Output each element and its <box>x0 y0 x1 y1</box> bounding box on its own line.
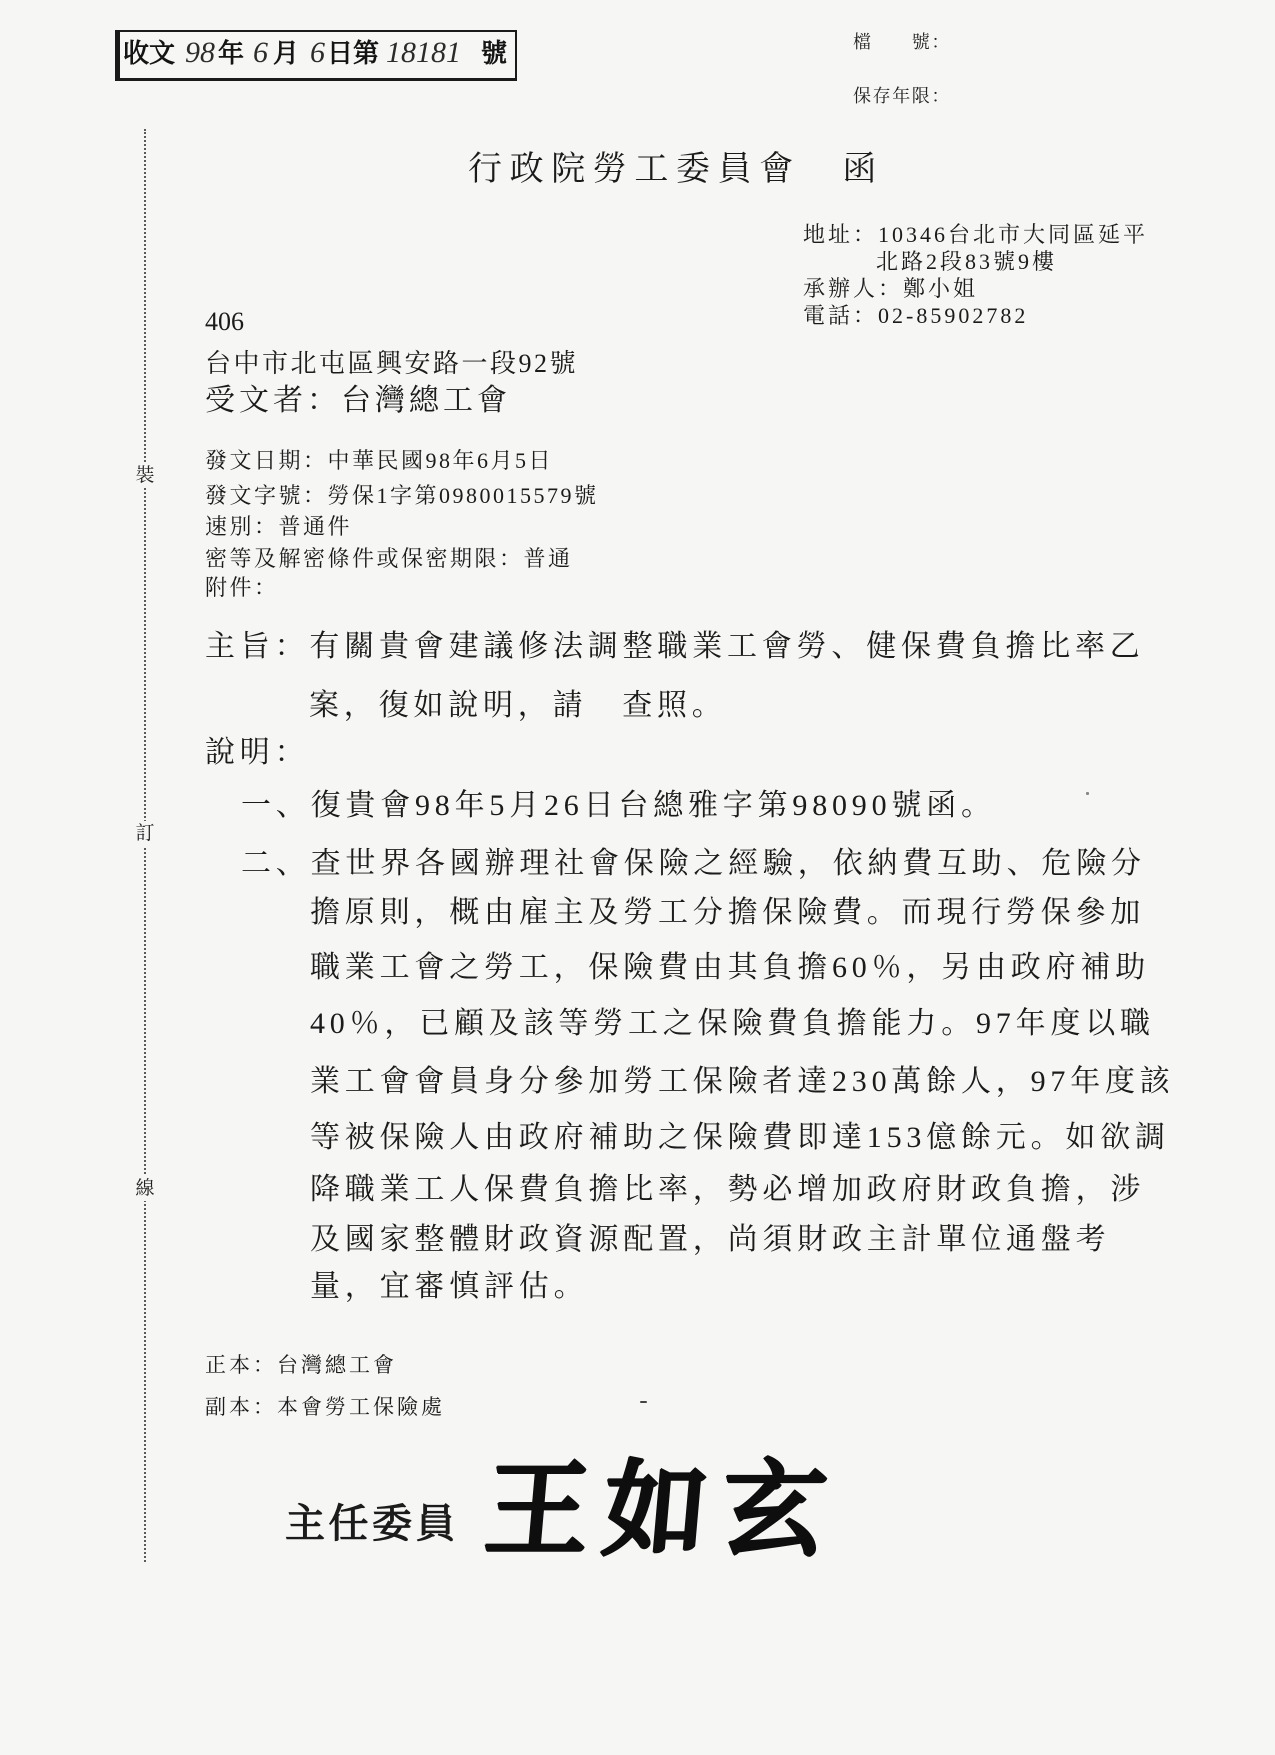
attachments-label: 附件： <box>205 575 279 600</box>
urgency-value: 普通件 <box>278 514 353 539</box>
item-marker: 一、 <box>241 789 311 822</box>
document-number <box>205 485 599 507</box>
stamp-serial-unit: 號 <box>481 39 508 69</box>
attachments <box>205 577 279 599</box>
copy-value: 本會勞工保險處 <box>277 1395 445 1419</box>
document-title: 行政院勞工委員會 函 <box>468 151 884 188</box>
item-continuation-line: 等被保險人由政府補助之保險費即達153億餘元。如欲調 <box>310 1121 1170 1154</box>
original-value: 台灣總工會 <box>277 1353 397 1377</box>
item-marker: 二、 <box>241 847 311 880</box>
issue-date-label: 發文日期： <box>205 448 328 473</box>
subject-label: 主旨： <box>205 630 310 663</box>
urgency <box>205 516 352 538</box>
recipient-line <box>205 386 511 416</box>
item-text: 復貴會98年5月26日台總雅字第98090號函。 <box>310 789 996 822</box>
distribution-copy <box>205 1397 445 1418</box>
sender-handler: 承辦人：鄭小姐 <box>803 276 979 301</box>
item-text: 查世界各國辦理社會保險之經驗，依納費互助、危險分 <box>310 847 1146 880</box>
item-continuation-line: 降職業工人保費負擔比率，勢必增加政府財政負擔，涉 <box>310 1173 1146 1206</box>
confidentiality-label: 密等及解密條件或保密期限： <box>205 546 524 571</box>
recipient-address: 台中市北屯區興安路一段92號 <box>205 349 579 378</box>
explanation-label: 說明： <box>205 736 310 769</box>
document-number-value: 勞保1字第0980015579號 <box>327 483 599 508</box>
item-continuation-line: 職業工會之勞工，保險費由其負擔60％，另由政府補助 <box>310 951 1150 984</box>
file-number-label: 檔 號： <box>853 32 951 52</box>
distribution-original <box>205 1355 397 1376</box>
sender-phone: 電話：02-85902782 <box>803 303 1029 328</box>
document-number-label: 發文字號： <box>205 483 328 508</box>
confidentiality-value: 普通 <box>523 546 573 571</box>
item-continuation-line: 量，宜審慎評估。 <box>310 1270 589 1303</box>
stamp-day: 6 <box>310 36 325 69</box>
recipient-postal-code: 406 <box>205 307 244 336</box>
stamp-year-unit: 年 <box>218 39 245 69</box>
subject-line-2: 案，復如說明，請 查照。 <box>309 689 727 722</box>
stamp-serial: 18181 <box>386 36 461 69</box>
item-continuation-line: 40％，已顧及該等勞工之保險費負擔能力。97年度以職 <box>310 1007 1155 1040</box>
stamp-label: 收文 <box>123 39 176 69</box>
sender-address-line-2: 北路2段83號9樓 <box>876 249 1058 274</box>
stamp-month-unit: 月 <box>273 39 300 69</box>
stamp-month: 6 <box>253 36 268 69</box>
issue-date <box>205 450 553 472</box>
original-label: 正本： <box>205 1353 277 1377</box>
item-continuation-line: 業工會會員身分參加勞工保險者達230萬餘人，97年度該 <box>310 1065 1175 1098</box>
binding-mark-ding: 訂 <box>135 823 155 844</box>
explanation-item-1 <box>241 791 996 821</box>
urgency-label: 速別： <box>205 514 279 539</box>
scan-speck <box>1086 792 1089 795</box>
recipient-name: 台灣總工會 <box>341 384 511 417</box>
explanation-item-2 <box>241 849 1146 879</box>
recipient-label: 受文者： <box>205 384 341 417</box>
binding-mark-zhuang: 裝 <box>135 465 155 486</box>
handwritten-signature: 王如玄 <box>480 1454 845 1569</box>
signatory-title: 主任委員 <box>285 1501 459 1546</box>
item-continuation-line: 及國家整體財政資源配置，尚須財政主計單位通盤考 <box>310 1223 1111 1256</box>
binding-mark-xian: 線 <box>135 1178 155 1199</box>
issue-date-value: 中華民國98年6月5日 <box>327 448 554 473</box>
item-continuation-line: 擔原則，概由雇主及勞工分擔保險費。而現行勞保參加 <box>310 896 1146 929</box>
copy-label: 副本： <box>205 1395 277 1419</box>
retention-period-label: 保存年限： <box>853 86 951 106</box>
subject-line-1 <box>205 632 1145 662</box>
subject-text-1: 有關貴會建議修法調整職業工會勞、健保費負擔比率乙 <box>309 630 1145 663</box>
confidentiality <box>205 548 573 570</box>
scan-speck <box>640 1401 647 1403</box>
stamp-year: 98 <box>185 36 215 69</box>
receipt-stamp <box>115 30 517 81</box>
sender-address-line-1: 地址：10346台北市大同區延平 <box>803 222 1149 247</box>
stamp-day-unit: 日第 <box>327 39 380 69</box>
